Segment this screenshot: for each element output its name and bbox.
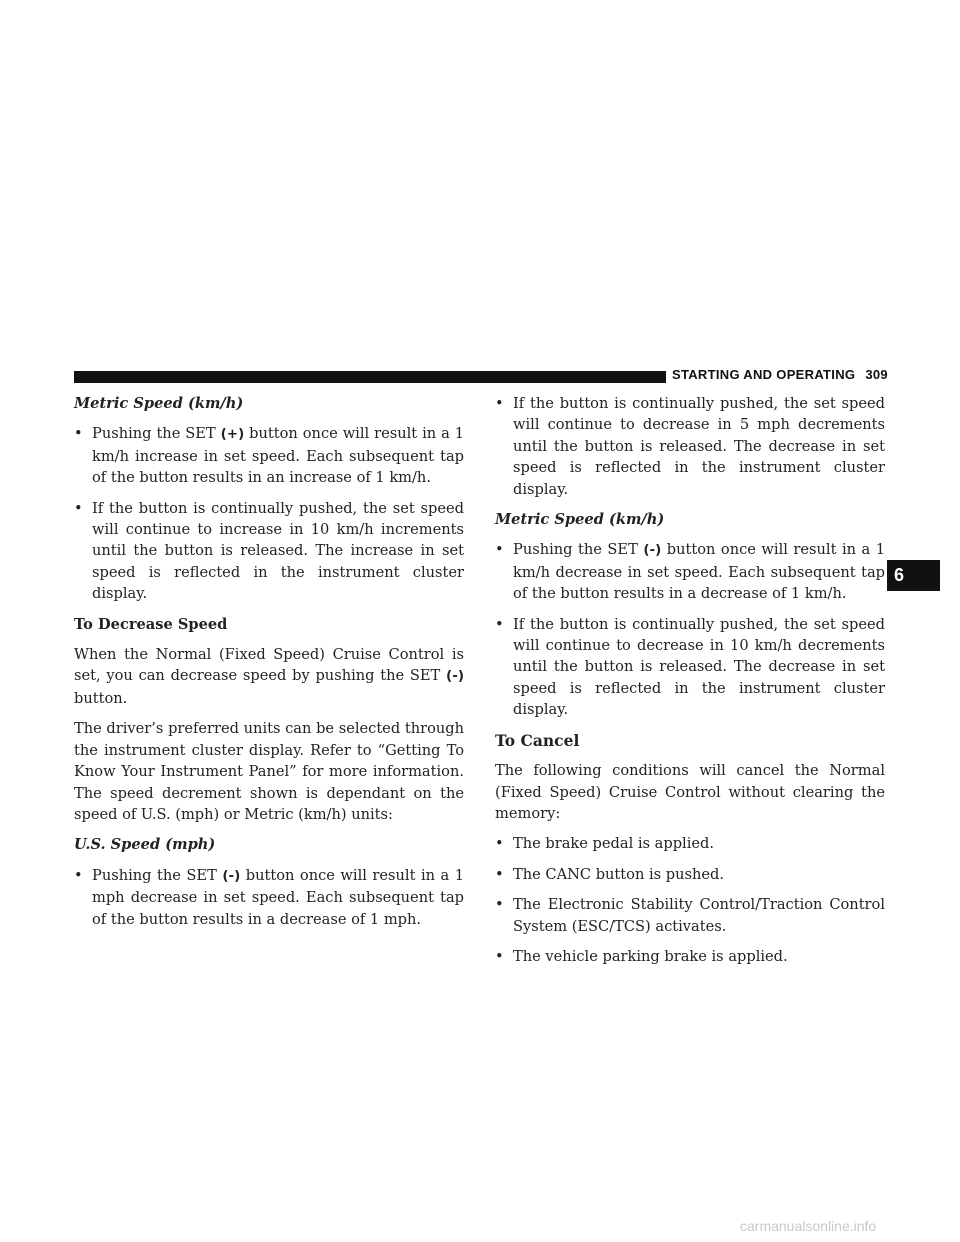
list-item: • The Electronic Stability Control/Traction Control System (ESC/TCS) activates. [495, 896, 885, 935]
list-item: • The CANC button is pushed. [495, 864, 885, 885]
cancel-heading: To Cancel [495, 730, 580, 750]
list-item: • Pushing the SET (+) button once will result in a 1 km/h increase in set speed. Each subsequent tap of the button results in an increase of 1 km/h. [74, 425, 464, 487]
paragraph: The driver’s preferred units can be selected through the instrument cluster display. Refer to “Getting To Know Your Instrument Panel” for more information. The speed decrement shown is dependant on the speed of U.S. (mph) or Metric (km/h) units: [74, 720, 464, 823]
metric-decrease-list [495, 539, 885, 720]
running-header [672, 367, 892, 382]
list-item: • If the button is continually pushed, the set speed will continue to increase in 10 km/h increments until the button is released. The increase in set speed is reflected in the instrument cluster display. [74, 499, 464, 603]
bullet: • [495, 865, 504, 883]
us-decrease-list [74, 865, 464, 930]
list-item: • The brake pedal is applied. [495, 833, 885, 854]
bullet: • [495, 541, 504, 559]
metric-increase-list [74, 423, 464, 604]
us-speed-heading: U.S. Speed (mph) [74, 836, 216, 854]
metric-speed-heading: Metric Speed (km/h) [74, 395, 244, 412]
list-item: • Pushing the SET (-) button once will result in a 1 mph decrease in set speed. Each subsequent tap of the button results in a decrease of 1 mph. [74, 866, 465, 928]
bullet: • [74, 425, 83, 443]
bullet: • [495, 835, 504, 853]
footer-watermark: carmanualsonline.info [740, 1218, 877, 1234]
bullet: • [74, 499, 83, 517]
list-item: • The vehicle parking brake is applied. [495, 946, 885, 967]
decrease-speed-heading: To Decrease Speed [74, 615, 228, 633]
right-column [495, 393, 885, 976]
header-rule [74, 371, 666, 383]
bullet: • [495, 395, 504, 412]
paragraph: When the Normal (Fixed Speed) Cruise Control is set, you can decrease speed by pushing the SET (-) button. [74, 646, 464, 707]
list-item: • If the button is continually pushed, the set speed will continue to decrease in 5 mph decrements until the button is released. The decrease in set speed is reflected in the instrument cluster display. [495, 395, 885, 498]
bullet: • [74, 866, 83, 884]
paragraph: The following conditions will cancel the Normal (Fixed Speed) Cruise Control without clearing the memory: [495, 762, 885, 822]
metric-speed-heading: Metric Speed (km/h) [495, 511, 665, 529]
bullet: • [495, 947, 504, 965]
left-column [74, 393, 464, 939]
cancel-list [495, 833, 885, 967]
chapter-tab: 6 [887, 560, 940, 591]
us-decrease-list-cont [495, 393, 885, 500]
page-number: 309 [865, 367, 888, 382]
bullet: • [495, 896, 504, 914]
bullet: • [495, 615, 504, 633]
list-item: • If the button is continually pushed, the set speed will continue to decrease in 10 km/h decrements until the button is released. The decrease in set speed is reflected in the instrument cluster display. [495, 615, 885, 719]
list-item: • Pushing the SET (-) button once will result in a 1 km/h decrease in set speed. Each subsequent tap of the button results in a decrease of 1 km/h. [495, 541, 886, 603]
section-title: STARTING AND OPERATING [672, 367, 856, 382]
